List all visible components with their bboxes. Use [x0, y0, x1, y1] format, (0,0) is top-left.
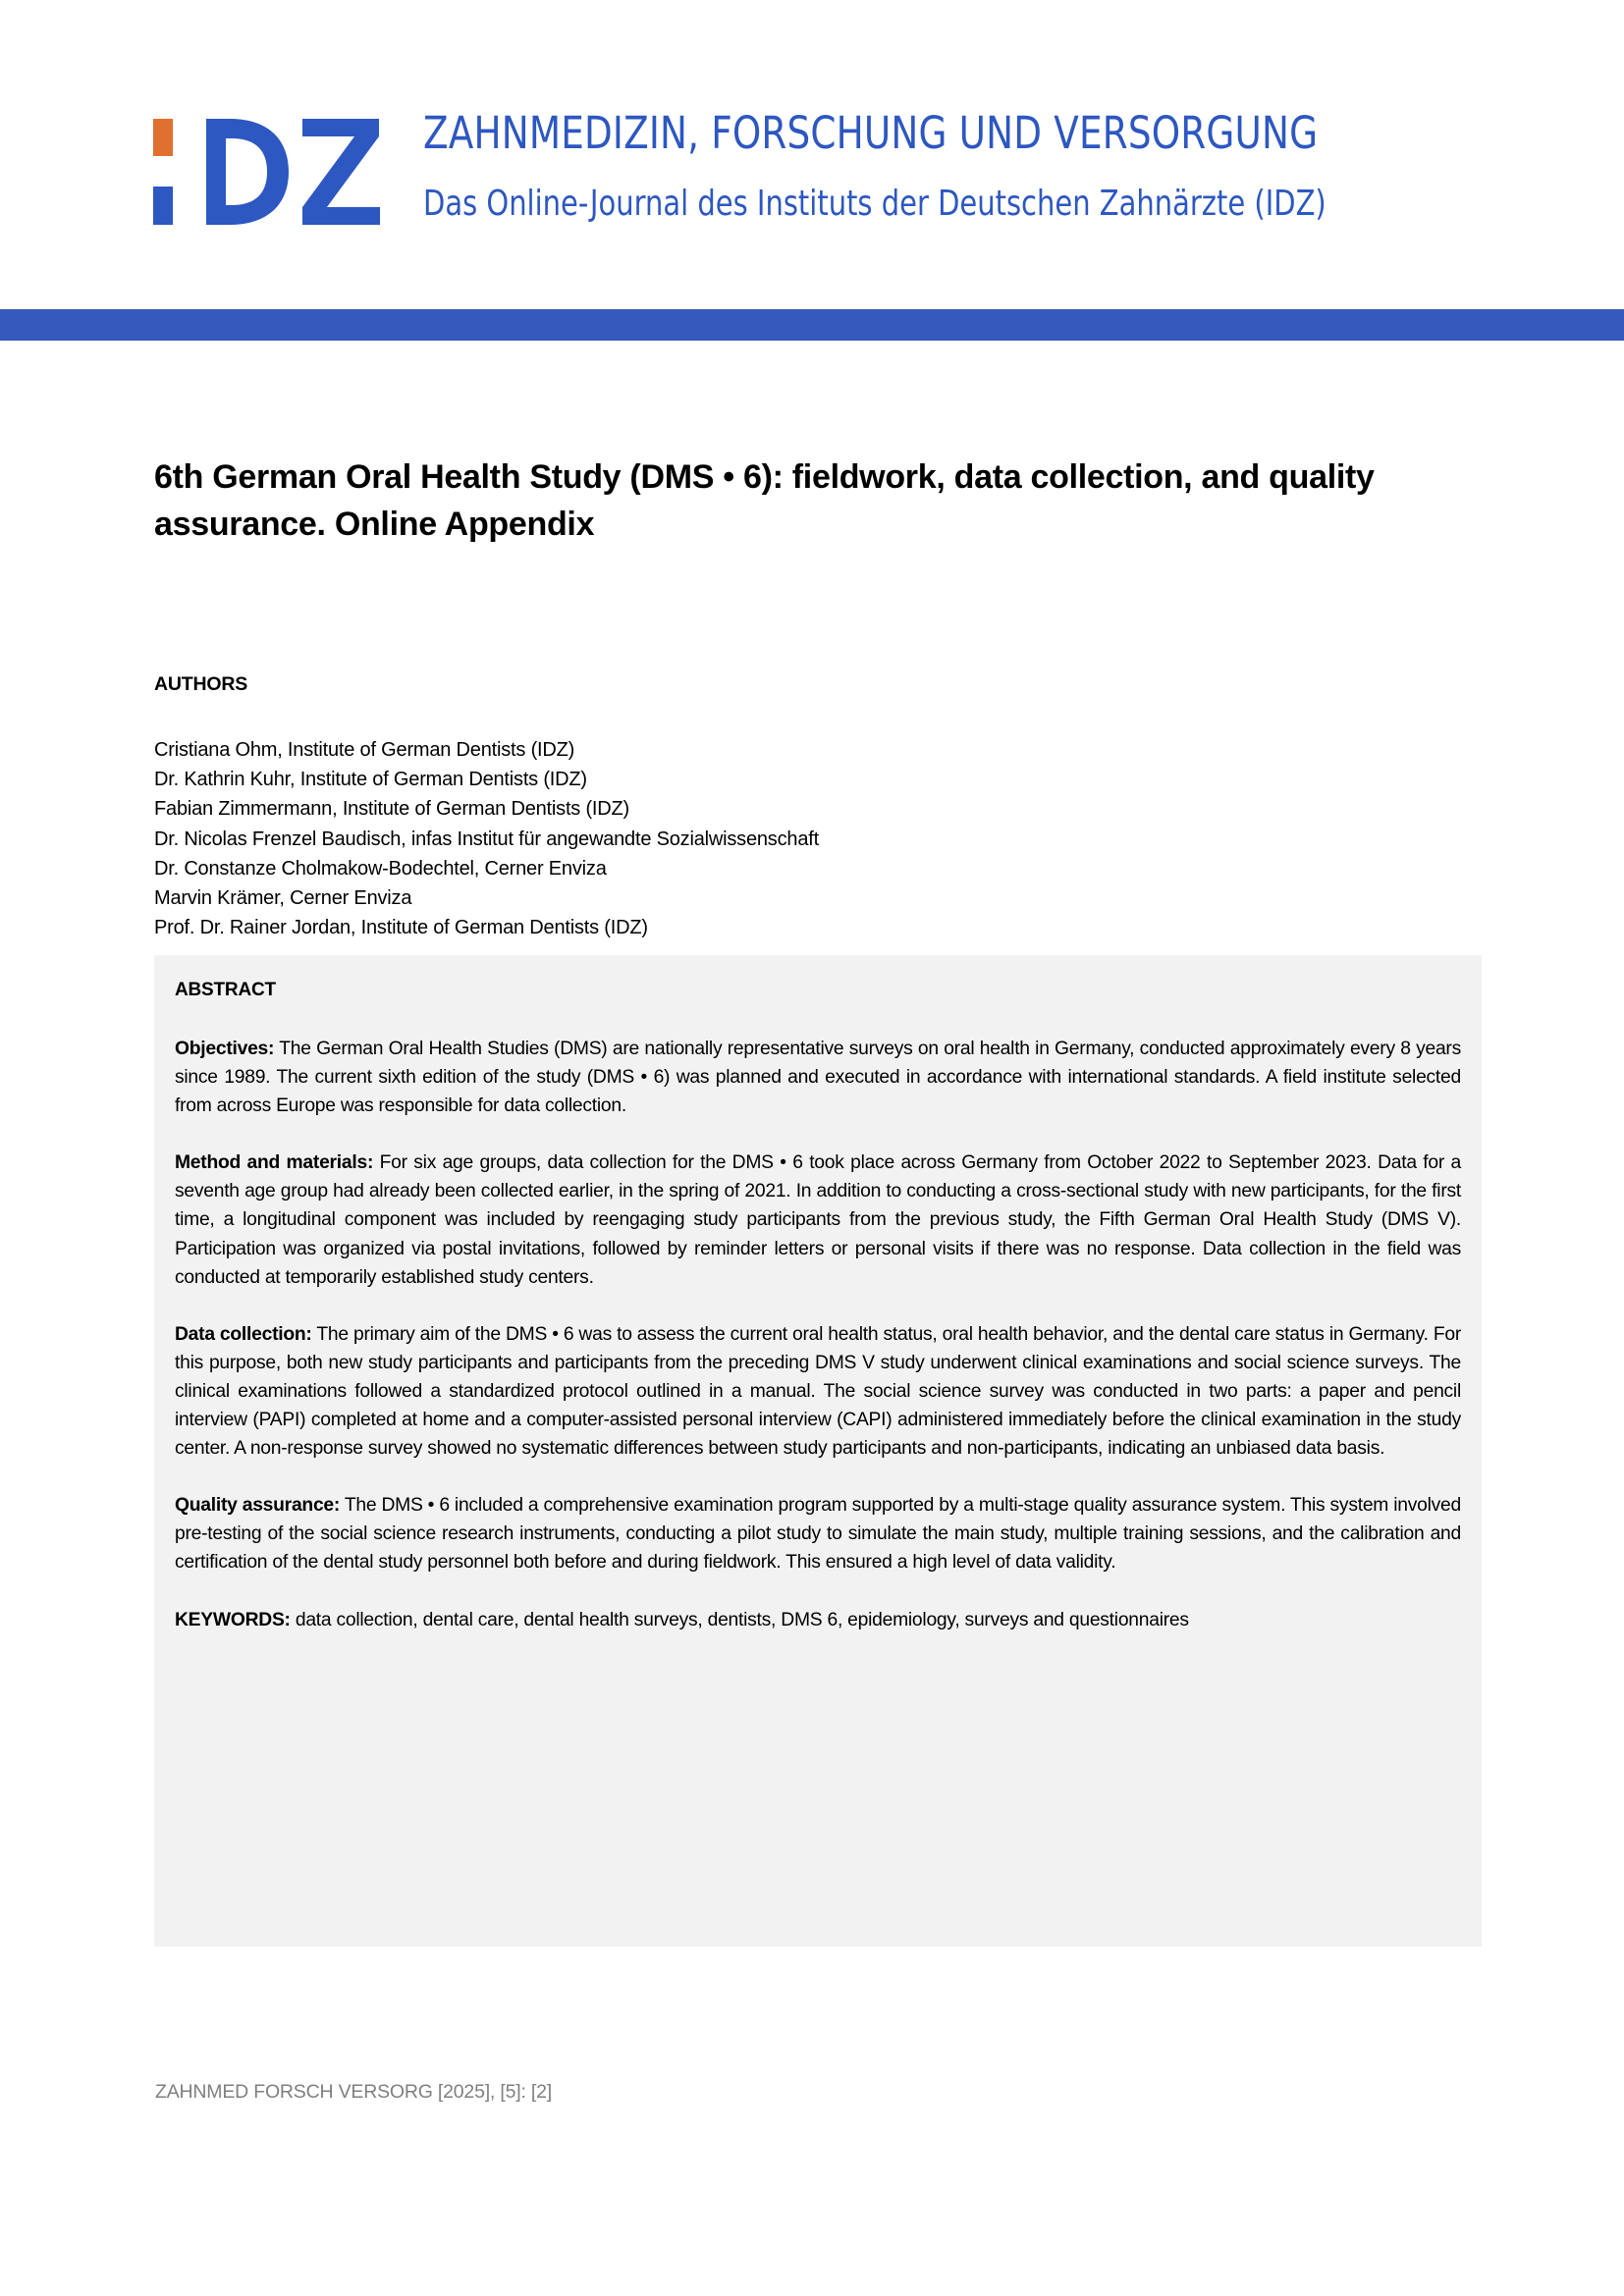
section-text: For six age groups, data collection for the DMS • 6 took place across Germany from October 2022 to September 2023. Data for a seventh age group had already been collected earlier, in the spring of 2021. In addition to conducting a cross-sectional study with new participants, for the first time, a longitudinal component was included by reengaging study participants from the previous study, the Fifth German Oral Health Study (DMS V). Participation was organized via postal invitations, followed by reminder letters or personal visits if there was no response. Data collection in the field was conducted at temporarily established study centers. [175, 1152, 1461, 1288]
section-text: The DMS • 6 included a comprehensive examination program supported by a multi-stage quality assurance system. This system involved pre-testing of the social science research instruments, conducting a pilot study to simulate the main study, multiple training sessions, and the calibration and certification of the dental study personnel both before and during fieldwork. This ensured a high level of data validity. [175, 1495, 1461, 1574]
keywords-text: data collection, dental care, dental health surveys, dentists, DMS 6, epidemiology, surveys and questionnaires [290, 1609, 1189, 1630]
abstract-content [175, 976, 1461, 1634]
section-text: The German Oral Health Studies (DMS) are nationally representative surveys on oral health in Germany, conducted approximately every 8 years since 1989. The current sixth edition of the study (DMS • 6) was planned and executed in accordance with international standards. A field institute selected from across Europe was responsible for data collection. [175, 1039, 1461, 1117]
abstract-data-collection [175, 1320, 1461, 1463]
author-item: Marvin Krämer, Cerner Enviza [154, 887, 412, 910]
author-item: Prof. Dr. Rainer Jordan, Institute of German Dentists (IDZ) [154, 917, 648, 939]
abstract-box [154, 955, 1482, 1947]
idz-logo [153, 119, 381, 225]
article-title: 6th German Oral Health Study (DMS • 6): fieldwork, data collection, and quality assurance. Online Appendix [154, 458, 1375, 543]
author-item: Cristiana Ohm, Institute of German Dentists (IDZ) [154, 739, 575, 761]
abstract-objectives [175, 1035, 1461, 1120]
author-item: Fabian Zimmermann, Institute of German Dentists (IDZ) [154, 798, 629, 821]
abstract-heading: ABSTRACT [175, 980, 276, 1000]
idz-logo-icon [153, 119, 381, 225]
journal-title: ZAHNMEDIZIN, FORSCHUNG UND VERSORGUNG [423, 107, 1319, 159]
section-label: Method and materials: [175, 1152, 374, 1174]
section-text: The primary aim of the DMS • 6 was to assess the current oral health status, oral health behavior, and the dental care status in Germany. For this purpose, both new study participants and participants from the preceding DMS V study underwent clinical examinations and social science surveys. The clinical examinations followed a standardized protocol outlined in a manual. The social science survey was conducted in two parts: a paper and pencil interview (PAPI) completed at home and a computer-assisted personal interview (CAPI) administered immediately before the clinical examination in the study center. A non-response survey showed no systematic differences between study participants and non-participants, indicating an unbiased data basis. [175, 1323, 1461, 1460]
author-item: Dr. Kathrin Kuhr, Institute of German Dentists (IDZ) [154, 769, 587, 791]
author-item: Dr. Constanze Cholmakow-Bodechtel, Cerner Enviza [154, 857, 607, 880]
abstract-quality-assurance [175, 1491, 1461, 1576]
keywords-label: KEYWORDS: [175, 1609, 291, 1630]
abstract-keywords [175, 1606, 1461, 1634]
journal-subtitle: Das Online-Journal des Instituts der Deutschen Zahnärzte (IDZ) [423, 184, 1326, 224]
section-label: Objectives: [175, 1039, 275, 1059]
authors-heading: AUTHORS [154, 673, 248, 695]
section-label: Data collection: [175, 1323, 312, 1345]
header-divider-band [0, 309, 1624, 341]
abstract-method [175, 1148, 1461, 1291]
footer-citation: ZAHNMED FORSCH VERSORG [2025], [5]: [2] [155, 2081, 552, 2103]
authors-list [154, 735, 819, 942]
section-label: Quality assurance: [175, 1495, 341, 1517]
author-item: Dr. Nicolas Frenzel Baudisch, infas Institut für angewandte Sozialwissenschaft [154, 828, 819, 850]
